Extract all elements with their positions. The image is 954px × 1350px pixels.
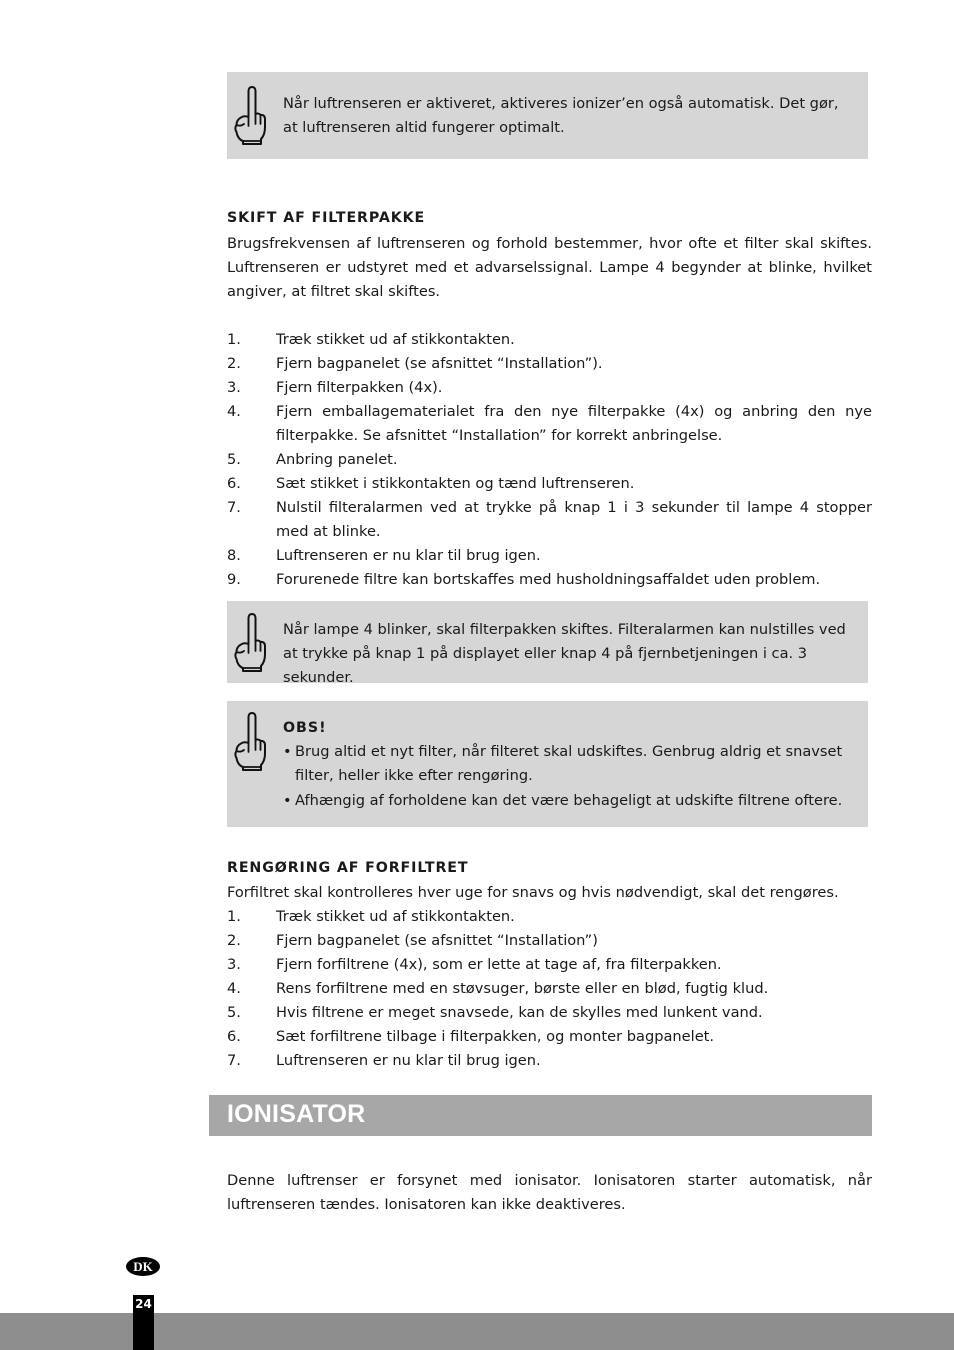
obs-bullets: [283, 740, 854, 813]
list-item: 5. Anbring panelet.: [227, 451, 398, 468]
filter-steps-list: [227, 328, 872, 592]
pointing-hand-icon: [232, 84, 268, 146]
section-heading-prefilter: RENGØRING AF FORFILTRET: [227, 860, 469, 876]
note-box-lamp: [227, 601, 868, 686]
page-number: 24: [135, 1297, 152, 1311]
pointing-hand-icon: [232, 710, 268, 772]
list-item: 2. Fjern bagpanelet (se afsnittet “Installation”): [227, 932, 598, 949]
obs-content: [283, 716, 854, 813]
list-item: 4. Fjern emballagematerialet fra den nye filterpakke (4x) og anbring den nye filterpakke. Se afsnittet “Installation” for korrekt anbringelse.: [227, 403, 872, 444]
list-item: 5. Hvis filtrene er meget snavsede, kan de skylles med lunkent vand.: [227, 1004, 763, 1021]
prefilter-intro: Forfiltret skal kontrolleres hver uge for snavs og hvis nødvendigt, skal det rengøres.: [227, 884, 839, 901]
note-text: Når lampe 4 blinker, skal filterpakken skiftes. Filteralarmen kan nulstilles ved at trykke på knap 1 på displayet eller knap 4 på fjernbetjeningen i ca. 3 sekunder.: [283, 621, 846, 686]
list-item: 6. Sæt forfiltrene tilbage i filterpakken, og monter bagpanelet.: [227, 1028, 715, 1045]
note-box-obs: [227, 701, 868, 827]
prefilter-steps-list: [227, 905, 872, 1073]
list-item: 7. Nulstil filteralarmen ved at trykke på knap 1 i 3 sekunder til lampe 4 stopper med at blinke.: [227, 499, 872, 540]
ionisator-text: Denne luftrenser er forsynet med ionisator. Ionisatoren starter automatisk, når luftrenseren tændes. Ionisatoren kan ikke deaktiveres.: [227, 1172, 872, 1213]
list-item: 1. Træk stikket ud af stikkontakten.: [227, 908, 515, 925]
list-item: 3. Fjern forfiltrene (4x), som er lette at tage af, fra filterpakken.: [227, 956, 722, 973]
note-box-ionizer: [227, 72, 868, 159]
list-item: 7. Luftrenseren er nu klar til brug igen.: [227, 1052, 541, 1069]
list-item: 9. Forurenede filtre kan bortskaffes med husholdningsaffaldet uden problem.: [227, 571, 821, 588]
obs-title: OBS!: [283, 720, 327, 736]
section-title-bar: [209, 1095, 872, 1136]
section-title: IONISATOR: [227, 1100, 366, 1128]
pointing-hand-icon: [232, 611, 268, 673]
filter-intro: Brugsfrekvensen af luftrenseren og forhold bestemmer, hvor ofte et filter skal skiftes. Luftrenseren er udstyret med et advarselssignal. Lampe 4 begynder at blinke, hvilket angiver, at filtret skal skiftes.: [227, 235, 872, 300]
list-item: • Brug altid et nyt filter, når filteret skal udskiftes. Genbrug aldrig et snavset filter, heller ikke efter rengøring.: [283, 743, 843, 784]
list-item: 2. Fjern bagpanelet (se afsnittet “Installation”).: [227, 355, 603, 372]
list-item: 8. Luftrenseren er nu klar til brug igen.: [227, 547, 541, 564]
note-text: Når luftrenseren er aktiveret, aktiveres ionizer’en også automatisk. Det gør, at luftrenseren altid fungerer optimalt.: [283, 95, 839, 136]
list-item: 6. Sæt stikket i stikkontakten og tænd luftrenseren.: [227, 475, 635, 492]
list-item: 4. Rens forfiltrene med en støvsuger, børste eller en blød, fugtig klud.: [227, 980, 769, 997]
list-item: 1. Træk stikket ud af stikkontakten.: [227, 331, 515, 348]
language-badge: DK: [126, 1257, 160, 1276]
section-heading-filter: SKIFT AF FILTERPAKKE: [227, 210, 426, 226]
list-item: 3. Fjern filterpakken (4x).: [227, 379, 443, 396]
list-item: • Afhængig af forholdene kan det være behageligt at udskifte filtrene oftere.: [283, 792, 843, 809]
